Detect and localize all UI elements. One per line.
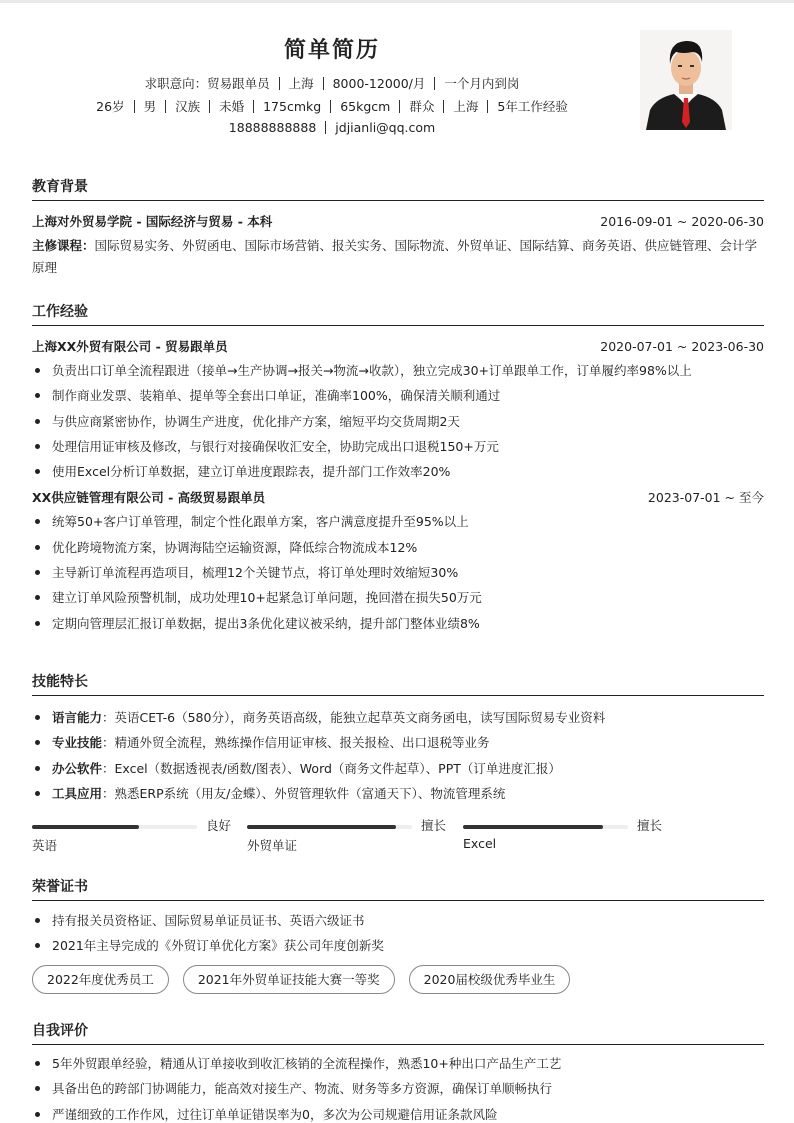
- section-title-work: 工作经验: [32, 300, 764, 326]
- list-item: [32, 730, 764, 755]
- honor-tag: 2020届校级优秀毕业生: [409, 965, 571, 994]
- job-date: 2020-07-01 ~ 2023-06-30: [600, 339, 764, 354]
- avatar-photo: [640, 30, 732, 130]
- skill-text: ：Excel（数据透视表/函数/图表）、Word（商务文件起草）、PPT（订单进度汇报）: [102, 760, 561, 776]
- list-item: 处理信用证审核及修改，与银行对接确保收汇安全，协助完成出口退税150+万元: [32, 434, 764, 459]
- ethnicity: 汉族: [175, 99, 201, 114]
- bar-name: Excel: [463, 836, 497, 852]
- honors-list: [32, 908, 764, 959]
- skill-bars: [32, 818, 764, 858]
- education-row: [32, 212, 764, 232]
- height: 175cmkg: [263, 99, 322, 114]
- skills-list: [32, 705, 764, 806]
- job-date: 2023-07-01 ~ 至今: [647, 490, 764, 506]
- courses: [32, 235, 764, 279]
- bar-fill: [247, 825, 396, 829]
- skill-label: 语言能力: [52, 710, 103, 725]
- skill-text: ：英语CET-6（580分），商务英语高级，能独立起草英文商务函电，读写国际贸易专业资料: [102, 710, 606, 725]
- skill-text: ：精通外贸全流程，熟练操作信用证审核、报关报检、出口退税等业务: [102, 735, 490, 751]
- list-item: 2021年主导完成的《外贸订单优化方案》获公司年度创新奖: [32, 933, 764, 958]
- phone: 18888888888: [228, 120, 317, 135]
- honor-tags: [32, 965, 764, 994]
- list-item: 主导新订单流程再造项目，梳理12个关键节点，将订单处理时效缩短30%: [32, 560, 764, 585]
- job-bullets: [32, 509, 764, 635]
- job-intent: 求职意向：贸易跟单员: [144, 76, 270, 91]
- list-item: [32, 756, 764, 781]
- marital-status: 未婚: [219, 99, 245, 114]
- honors-section: [32, 875, 764, 994]
- contact-line: [0, 120, 664, 135]
- location: 上海: [453, 99, 479, 114]
- list-item: 与供应商紧密协作，协调生产进度，优化排产方案，缩短平均交货周期2天: [32, 409, 764, 434]
- resume-header: [0, 3, 794, 153]
- self-eval-section: [32, 1019, 764, 1123]
- divider: [325, 121, 326, 134]
- list-item: [32, 705, 764, 730]
- divider: [253, 100, 254, 113]
- divider: [487, 100, 488, 113]
- intent-availability: 一个月内到岗: [444, 76, 520, 91]
- bar-name: 外贸单证: [247, 838, 298, 854]
- list-item: 统筹50+客户订单管理，制定个性化跟单方案，客户满意度提升至95%以上: [32, 509, 764, 534]
- list-item: 制作商业发票、装箱单、提单等全套出口单证，准确率100%，确保清关顺利通过: [32, 383, 764, 408]
- bar-fill: [463, 825, 603, 829]
- divider: [165, 100, 166, 113]
- section-title-self-eval: 自我评价: [32, 1019, 764, 1045]
- section-title-education: 教育背景: [32, 175, 764, 201]
- bar-fill: [32, 825, 139, 829]
- list-item: 优化跨境物流方案，协调海陆空运输资源，降低综合物流成本12%: [32, 535, 764, 560]
- divider: [330, 100, 331, 113]
- section-title-honors: 荣誉证书: [32, 875, 764, 901]
- job-bullets: [32, 358, 764, 484]
- list-item: 具备出色的跨部门协调能力，能高效对接生产、物流、财务等多方资源，确保订单顺畅执行: [32, 1076, 764, 1101]
- list-item: 负责出口订单全流程跟进（接单→生产协调→报关→物流→收款），独立完成30+订单跟单工作，订单履约率98%以上: [32, 358, 764, 383]
- bar-track: [32, 825, 197, 829]
- bar-track: [463, 825, 628, 829]
- job-intent-line: [0, 74, 664, 92]
- divider: [323, 77, 324, 90]
- list-item: 严谨细致的工作作风，过往订单单证错误率为0，多次为公司规避信用证条款风险: [32, 1102, 764, 1123]
- list-item: 5年外贸跟单经验，精通从订单接收到收汇核销的全流程操作，熟悉10+种出口产品生产工艺: [32, 1051, 764, 1076]
- self-eval-list: [32, 1051, 764, 1123]
- list-item: 定期向管理层汇报订单数据，提出3条优化建议被采纳，提升部门整体业绩8%: [32, 611, 764, 636]
- list-item: 建立订单风险预警机制，成功处理10+起紧急订单问题，挽回潜在损失50万元: [32, 585, 764, 610]
- skill-label: 工具应用: [52, 785, 103, 801]
- age: 26岁: [96, 99, 125, 114]
- skill-label: 专业技能: [52, 735, 103, 751]
- divider: [134, 100, 135, 113]
- resume-name: 简单简历: [283, 38, 380, 63]
- job-title: 上海XX外贸有限公司 - 贸易跟单员: [32, 339, 228, 354]
- experience-years: 5年工作经验: [497, 99, 568, 114]
- job-title: XX供应链管理有限公司 - 高级贸易跟单员: [32, 490, 266, 506]
- divider: [399, 100, 400, 113]
- gender: 男: [143, 99, 157, 114]
- work-section: [32, 300, 764, 636]
- education-section: [32, 175, 764, 279]
- section-title-skills: 技能特长: [32, 670, 764, 696]
- school-line: 上海对外贸易学院 - 国际经济与贸易 - 本科: [32, 214, 273, 229]
- skill-text: ：熟悉ERP系统（用友/金蝶）、外贸管理软件（富通天下）、物流管理系统: [102, 785, 506, 801]
- bar-level: 擅长: [637, 818, 663, 834]
- bar-level: 良好: [206, 818, 232, 834]
- bar-level: 擅长: [421, 818, 447, 834]
- weight: 65kgcm: [340, 99, 391, 114]
- job-heading-row: [32, 488, 764, 508]
- avatar-icon: [640, 30, 732, 130]
- honor-tag: 2021年外贸单证技能大赛一等奖: [183, 965, 395, 994]
- honor-tag: 2022年度优秀员工: [32, 965, 169, 994]
- list-item: 持有报关员资格证、国际贸易单证员证书、英语六级证书: [32, 908, 764, 933]
- divider: [443, 100, 444, 113]
- list-item: [32, 781, 764, 806]
- bar-track: [247, 825, 412, 829]
- skill-label: 办公软件: [52, 760, 103, 776]
- skills-section: [32, 670, 764, 858]
- intent-city: 上海: [288, 76, 314, 91]
- divider: [434, 77, 435, 90]
- political-status: 群众: [409, 99, 435, 114]
- divider: [209, 100, 210, 113]
- email: jdjianli@qq.com: [335, 120, 436, 135]
- divider: [279, 77, 280, 90]
- education-date: 2016-09-01 ~ 2020-06-30: [600, 214, 764, 229]
- courses-text: 国际贸易实务、外贸函电、国际市场营销、报关实务、国际物流、外贸单证、国际结算、商务英语、供应链管理、会计学原理: [32, 238, 758, 275]
- job-heading-row: [32, 337, 764, 357]
- list-item: 使用Excel分析订单数据，建立订单进度跟踪表，提升部门工作效率20%: [32, 459, 764, 484]
- courses-label: 主修课程：: [32, 238, 95, 253]
- personal-info-line: [0, 97, 664, 115]
- bar-name: 英语: [32, 838, 58, 854]
- intent-salary: 8000-12000/月: [332, 76, 426, 91]
